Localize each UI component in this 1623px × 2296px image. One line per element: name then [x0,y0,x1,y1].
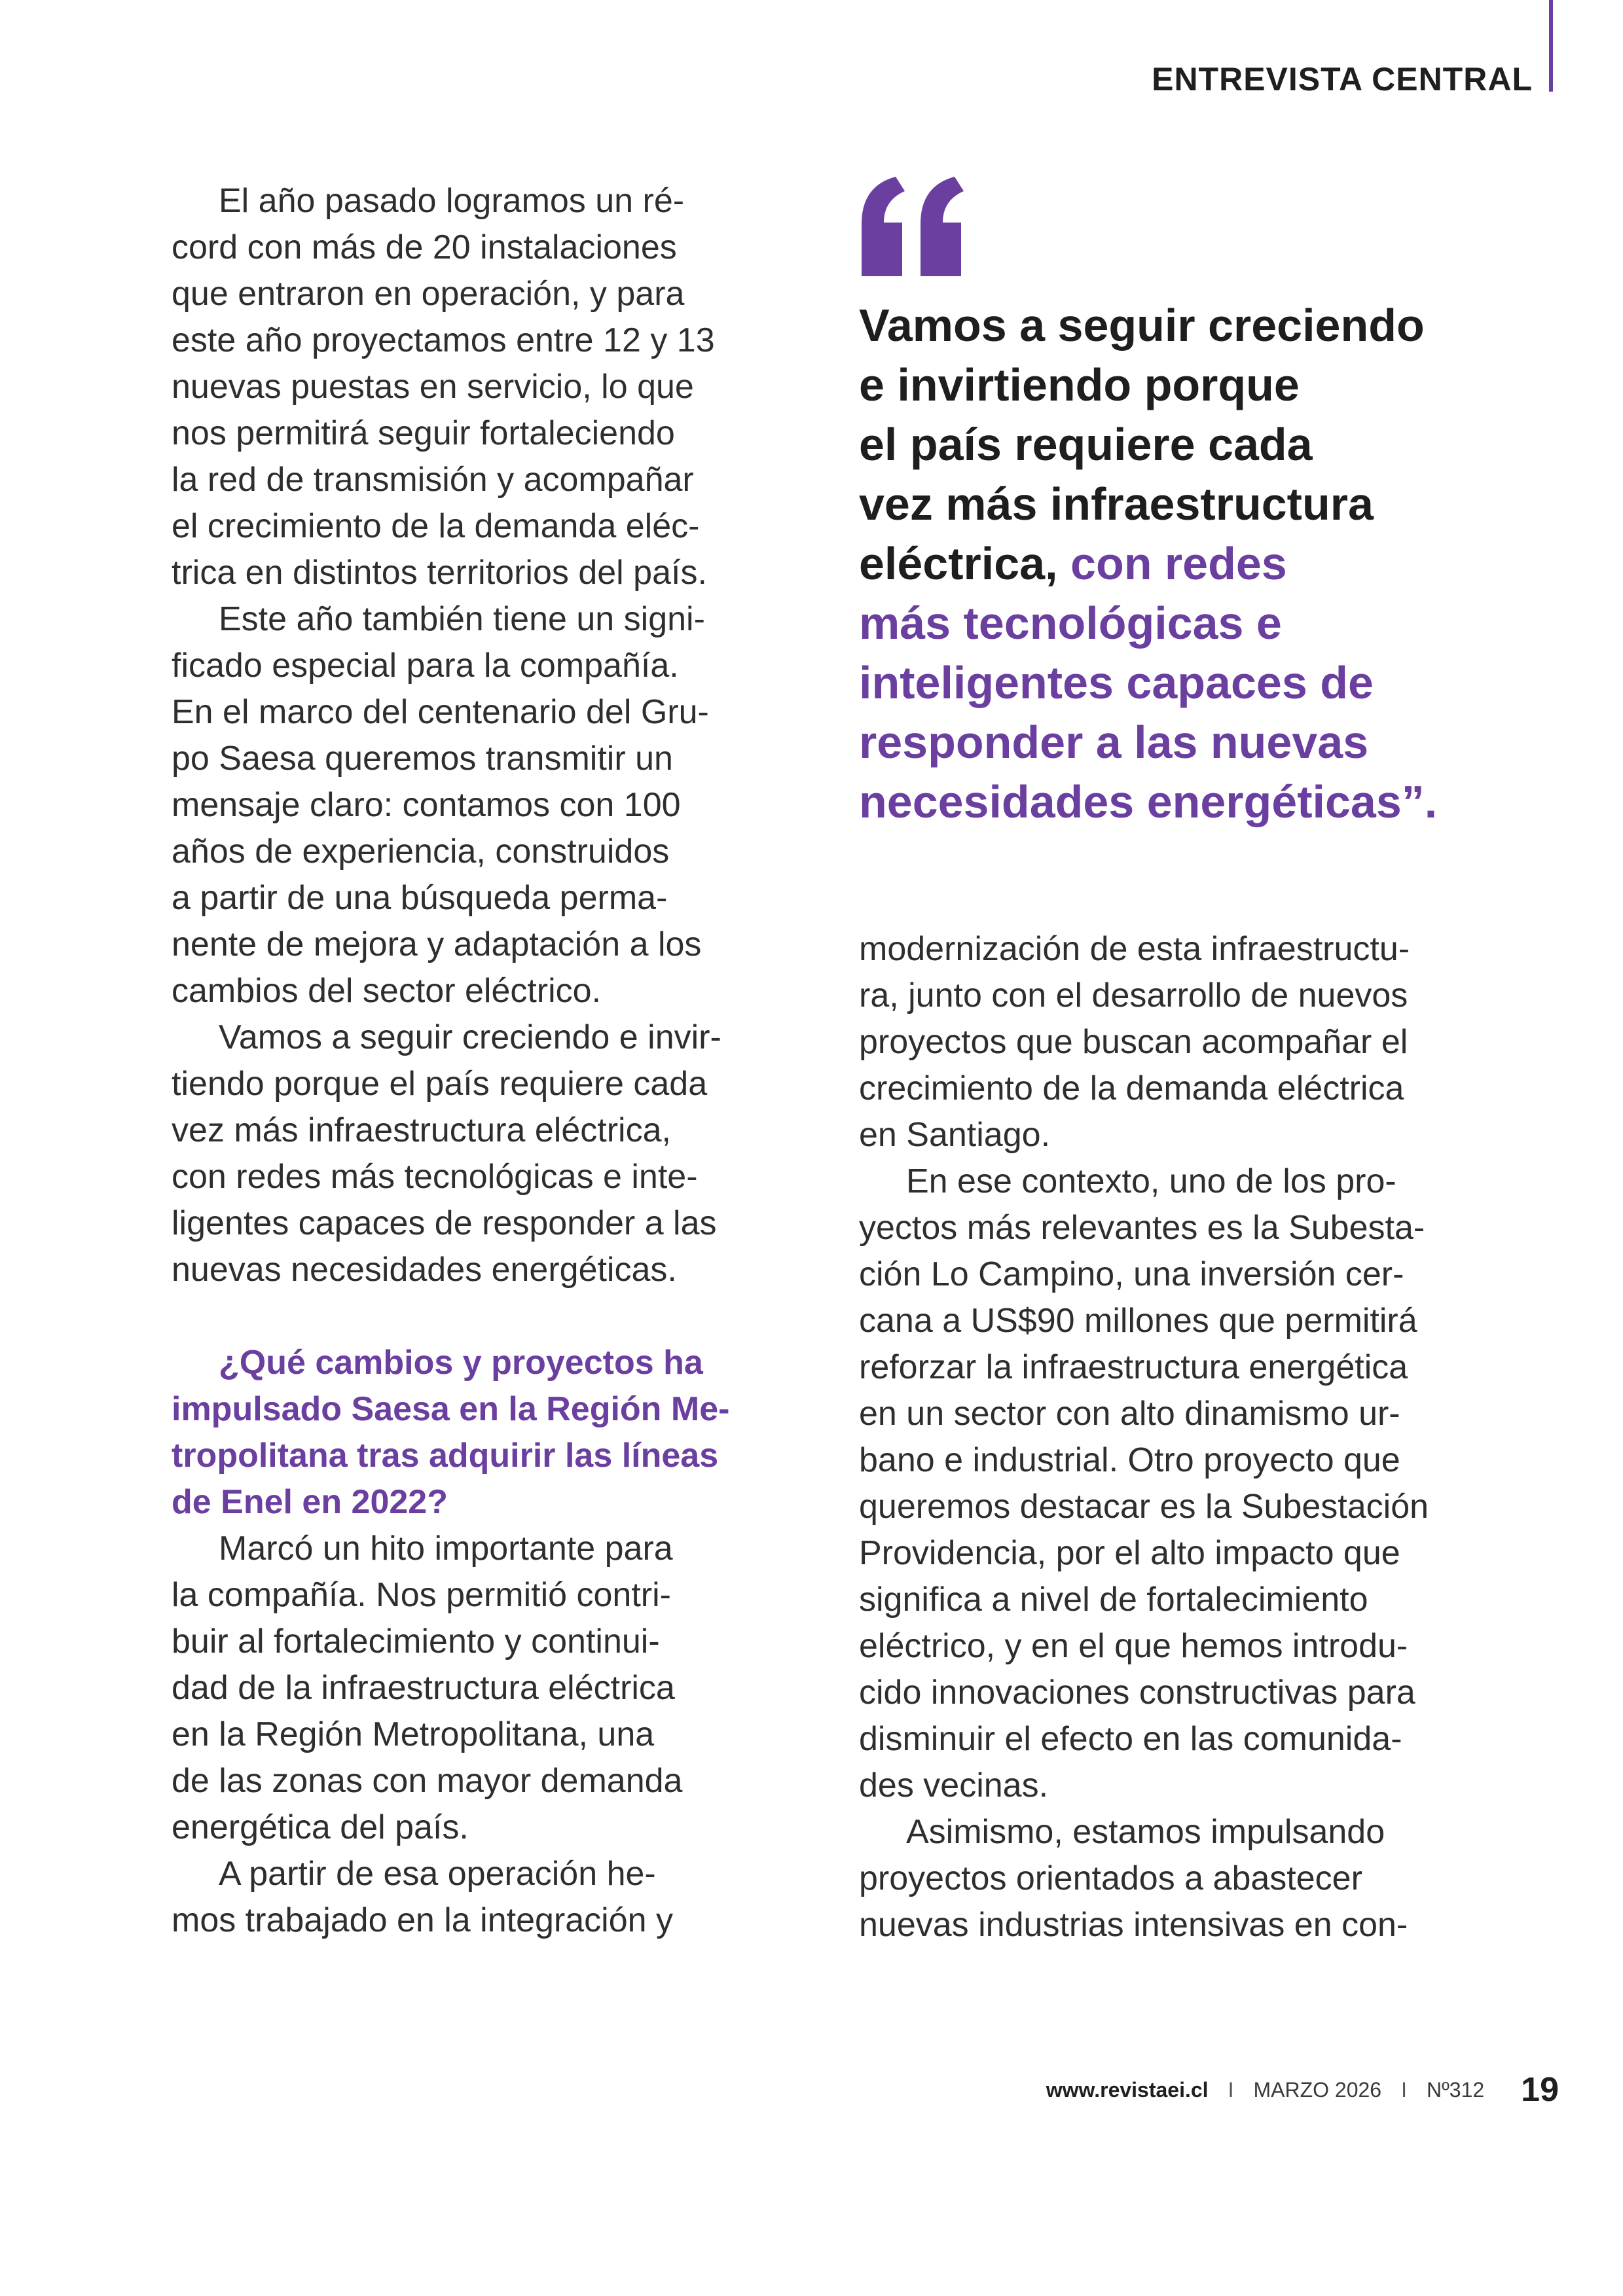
text-line: Marcó un hito importante para [219,1530,673,1568]
text-line: buir al fortalecimiento y continui- [172,1623,660,1660]
paragraph-5 [172,1851,793,1944]
paragraph-1 [172,178,793,596]
text-line: nuevas puestas en servicio, lo que [172,368,694,406]
footer-separator: I [1228,2077,1234,2102]
page-number: 19 [1521,2071,1559,2109]
text-line: tiendo porque el país requiere cada [172,1065,708,1103]
text-line: ficado especial para la compañía. [172,647,679,685]
pull-quote-line: el país requiere cada [859,419,1313,470]
text-line: ra, junto con el desarrollo de nuevos [859,977,1408,1014]
pull-quote-line-accent: necesidades energéticas”. [859,776,1438,827]
text-line: la red de transmisión y acompañar [172,461,694,499]
issue-number: Nº312 [1426,2077,1485,2102]
text-line: proyectos que buscan acompañar el [859,1023,1408,1061]
question-line: tropolitana tras adquirir las líneas [172,1437,719,1475]
section-label: ENTREVISTA CENTRAL [1152,61,1533,98]
text-line: nos permitirá seguir fortaleciendo [172,414,675,452]
text-line: ción Lo Campino, una inversión cer- [859,1255,1404,1293]
text-line: proyectos orientados a abastecer [859,1859,1362,1897]
footer-separator: I [1401,2077,1407,2102]
pull-quote [859,296,1553,832]
right-column [859,926,1501,1948]
text-line: eléctrico, y en el que hemos introdu- [859,1627,1408,1665]
text-line: en la Región Metropolitana, una [172,1715,655,1753]
left-column [172,178,793,1944]
text-line: cord con más de 20 instalaciones [172,228,677,266]
text-line: reforzar la infraestructura energética [859,1348,1408,1386]
text-line: crecimiento de la demanda eléctrica [859,1069,1404,1107]
question-line: ¿Qué cambios y proyectos ha [219,1344,703,1382]
website-link[interactable]: www.revistaei.cl [1046,2077,1209,2102]
pull-quote-line: Vamos a seguir creciendo [859,300,1425,351]
pull-quote-line-accent: más tecnológicas e [859,598,1282,649]
quote-mark-icon [855,171,973,283]
text-line: Vamos a seguir creciendo e invir- [219,1018,721,1056]
text-line: cido innovaciones constructivas para [859,1674,1415,1712]
text-line: energética del país. [172,1808,469,1846]
pull-quote-line: vez más infraestructura [859,478,1374,529]
text-line: en un sector con alto dinamismo ur- [859,1395,1400,1433]
pull-quote-line: e invirtiendo porque [859,359,1300,410]
text-line: des vecinas. [859,1767,1049,1804]
issue-date: MARZO 2026 [1253,2077,1382,2102]
text-line: mos trabajado en la integración y [172,1901,674,1939]
text-line: queremos destacar es la Subestación [859,1488,1429,1526]
interview-question [172,1340,793,1526]
paragraph-7 [859,1158,1501,1809]
section-accent-bar [1549,0,1553,92]
text-line: A partir de esa operación he- [219,1855,656,1893]
spacer [172,1293,793,1340]
pull-quote-line [859,534,1553,594]
pull-quote-line-accent: inteligentes capaces de [859,657,1374,708]
text-line: modernización de esta infraestructu- [859,930,1410,968]
text-line: yectos más relevantes es la Subesta- [859,1209,1425,1247]
text-line: de las zonas con mayor demanda [172,1762,683,1800]
paragraph-2 [172,596,793,1014]
text-line: que entraron en operación, y para [172,275,685,313]
paragraph-3 [172,1014,793,1293]
text-line: cambios del sector eléctrico. [172,972,602,1010]
text-line: ligentes capaces de responder a las [172,1204,717,1242]
text-line: años de experiencia, construidos [172,833,670,870]
text-line: significa a nivel de fortalecimiento [859,1581,1368,1619]
text-line: bano e industrial. Otro proyecto que [859,1441,1400,1479]
question-line: impulsado Saesa en la Región Me- [172,1390,730,1428]
text-line: nente de mejora y adaptación a los [172,925,702,963]
text-line: El año pasado logramos un ré- [219,182,685,220]
text-line: En el marco del centenario del Gru- [172,693,709,731]
paragraph-6 [859,926,1501,1158]
text-line: Providencia, por el alto impacto que [859,1534,1400,1572]
text-line: este año proyectamos entre 12 y 13 [172,321,715,359]
text-line: la compañía. Nos permitió contri- [172,1576,671,1614]
text-line: mensaje claro: contamos con 100 [172,786,681,824]
text-line: disminuir el efecto en las comunida- [859,1720,1402,1758]
text-line: cana a US$90 millones que permitirá [859,1302,1417,1340]
text-line: Asimismo, estamos impulsando [906,1813,1385,1851]
text-line: po Saesa queremos transmitir un [172,740,673,778]
text-line: En ese contexto, uno de los pro- [906,1162,1396,1200]
text-line: trica en distintos territorios del país. [172,554,707,592]
paragraph-8 [859,1809,1501,1948]
pull-quote-dark-fragment: eléctrica, [859,538,1058,589]
text-line: dad de la infraestructura eléctrica [172,1669,675,1707]
text-line: Este año también tiene un signi- [219,600,705,638]
text-line: a partir de una búsqueda perma- [172,879,668,917]
question-line: de Enel en 2022? [172,1483,448,1521]
text-line: vez más infraestructura eléctrica, [172,1111,671,1149]
text-line: en Santiago. [859,1116,1051,1154]
text-line: el crecimiento de la demanda eléc- [172,507,700,545]
text-line: nuevas necesidades energéticas. [172,1251,677,1289]
pull-quote-accent-fragment: con redes [1057,538,1287,589]
paragraph-4 [172,1526,793,1851]
pull-quote-line-accent: responder a las nuevas [859,717,1369,768]
text-line: nuevas industrias intensivas en con- [859,1906,1408,1944]
page-footer [1046,2067,1559,2113]
text-line: con redes más tecnológicas e inte- [172,1158,698,1196]
